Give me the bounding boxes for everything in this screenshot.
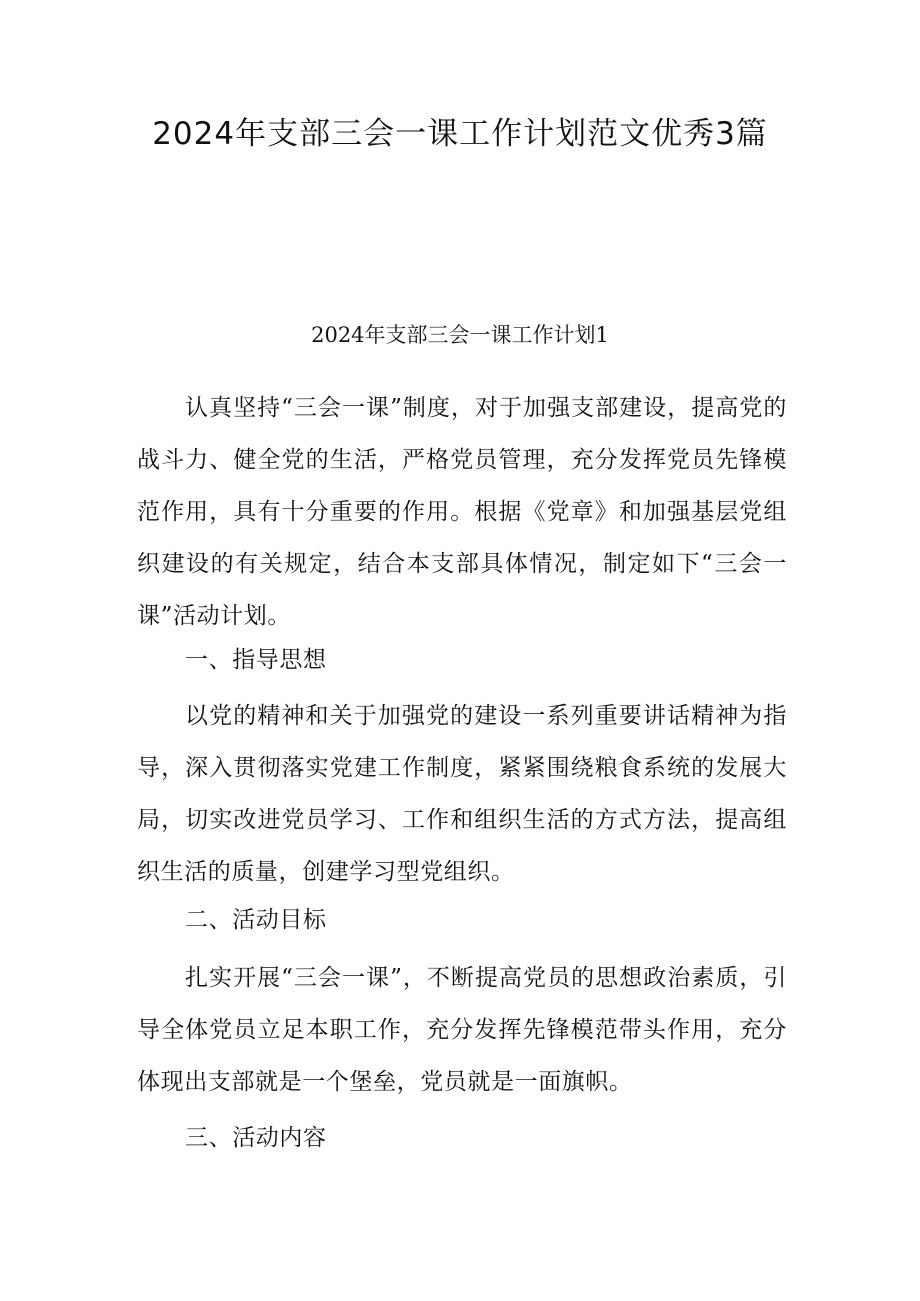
activity-goals-paragraph: 扎实开展“三会一课”，不断提高党员的思想政治素质，引导全体党员立足本职工作，充分发挥先锋模范带头作用，充分体现出支部就是一个堡垒，党员就是一面旗帜。 [137,965,787,1095]
heading-activity-goals: 二、活动目标 [185,907,327,933]
section-title: 2024年支部三会一课工作计划1 [311,323,609,347]
document-title: 2024年支部三会一课工作计划范文优秀3篇 [152,116,768,152]
heading-activity-content: 三、活动内容 [185,1125,327,1151]
heading-guiding-ideology: 一、指导思想 [185,647,327,673]
intro-paragraph: 认真坚持“三会一课”制度，对于加强支部建设，提高党的战斗力、健全党的生活，严格党员管理，充分发挥党员先锋模范作用，具有十分重要的作用。根据《党章》和加强基层党组织建设的有关规定，结合本支部具体情况，制定如下“三会一课”活动计划。 [137,395,787,629]
guiding-ideology-paragraph: 以党的精神和关于加强党的建设一系列重要讲话精神为指导，深入贯彻落实党建工作制度，紧紧围绕粮食系统的发展大局，切实改进党员学习、工作和组织生活的方式方法，提高组织生活的质量，创建学习型党组织。 [137,703,787,885]
